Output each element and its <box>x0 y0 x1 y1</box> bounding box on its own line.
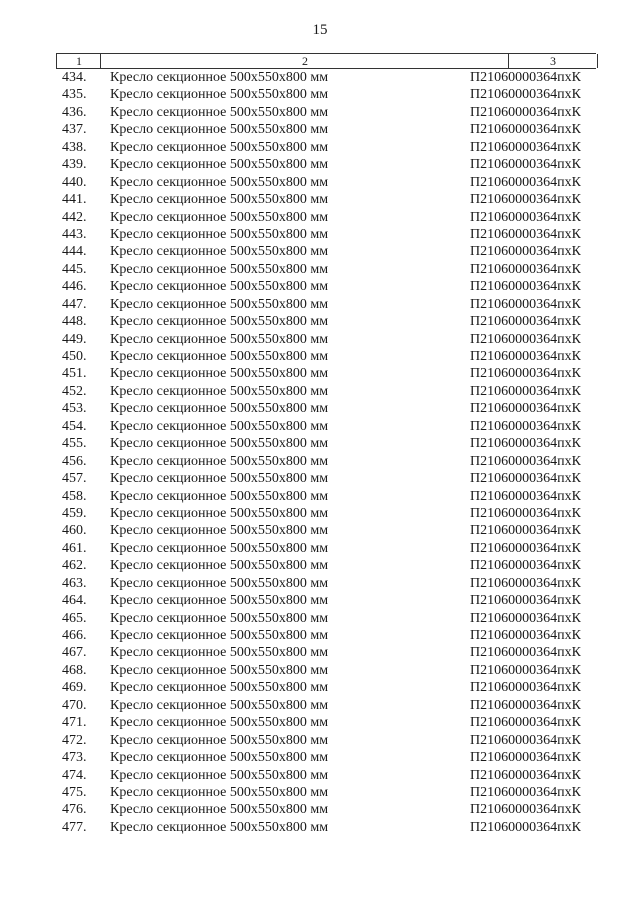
row-number: 467. <box>62 645 87 661</box>
row-number: 450. <box>62 349 87 364</box>
item-code: П21060000364пхК <box>470 366 581 382</box>
item-code: П21060000364пхК <box>470 157 581 173</box>
item-name: Кресло секционное 500x550x800 мм <box>110 715 329 731</box>
row-number: 448. <box>62 314 87 330</box>
item-code: П21060000364пхК <box>470 767 581 783</box>
item-name: Кресло секционное 500x550x800 мм <box>110 488 329 504</box>
item-name: Кресло секционное 500x550x800 мм <box>110 401 329 417</box>
item-code: П21060000364пхК <box>470 750 581 766</box>
item-code: П21060000364пхК <box>470 401 581 417</box>
table-row <box>0 505 640 522</box>
table-row <box>0 156 640 173</box>
table-row <box>0 732 640 749</box>
table-row <box>0 540 640 557</box>
table-row <box>0 749 640 766</box>
table-row <box>0 296 640 313</box>
item-name: Кресло секционное 500x550x800 мм <box>110 750 329 766</box>
item-code: П21060000364пхК <box>470 453 581 469</box>
item-code: П21060000364пхК <box>470 680 581 696</box>
table-row <box>0 261 640 278</box>
item-name: Кресло секционное 500x550x800 мм <box>110 628 329 643</box>
table-row <box>0 557 640 574</box>
item-code: П21060000364пхК <box>470 349 581 364</box>
item-name: Кресло секционное 500x550x800 мм <box>110 662 329 678</box>
row-number: 445. <box>62 261 87 277</box>
row-number: 476. <box>62 802 87 818</box>
item-name: Кресло секционное 500x550x800 мм <box>110 261 329 277</box>
table-row <box>0 644 640 661</box>
row-number: 447. <box>62 296 87 312</box>
item-code: П21060000364пхК <box>470 784 581 800</box>
item-code: П21060000364пхК <box>470 819 581 835</box>
item-name: Кресло секционное 500x550x800 мм <box>110 383 329 399</box>
item-code: П21060000364пхК <box>470 645 581 661</box>
row-number: 454. <box>62 418 87 434</box>
item-code: П21060000364пхК <box>470 505 581 521</box>
row-number: 462. <box>62 558 87 574</box>
item-code: П21060000364пхК <box>470 558 581 574</box>
item-code: П21060000364пхК <box>470 488 581 504</box>
row-number: 474. <box>62 767 87 783</box>
row-number: 456. <box>62 453 87 469</box>
item-name: Кресло секционное 500x550x800 мм <box>110 296 329 312</box>
row-number: 438. <box>62 139 87 155</box>
table-row <box>0 226 640 243</box>
item-code: П21060000364пхК <box>470 662 581 678</box>
row-number: 466. <box>62 628 87 643</box>
table-row <box>0 592 640 609</box>
table-row <box>0 365 640 382</box>
item-code: П21060000364пхК <box>470 383 581 399</box>
item-name: Кресло секционное 500x550x800 мм <box>110 732 329 748</box>
row-number: 472. <box>62 732 87 748</box>
item-name: Кресло секционное 500x550x800 мм <box>110 139 329 155</box>
table-row <box>0 453 640 470</box>
row-number: 470. <box>62 697 87 713</box>
row-number: 464. <box>62 593 87 609</box>
table-body <box>0 69 640 836</box>
item-code: П21060000364пхК <box>470 279 581 295</box>
row-number: 435. <box>62 87 87 103</box>
item-code: П21060000364пхК <box>470 244 581 260</box>
item-code: П21060000364пхК <box>470 261 581 277</box>
row-number: 441. <box>62 192 87 208</box>
item-code: П21060000364пхК <box>470 732 581 748</box>
row-number: 436. <box>62 104 87 120</box>
table-row <box>0 348 640 365</box>
table-row <box>0 400 640 417</box>
table-row <box>0 86 640 103</box>
item-name: Кресло секционное 500x550x800 мм <box>110 767 329 783</box>
row-number: 457. <box>62 471 87 487</box>
row-number: 465. <box>62 610 87 626</box>
item-code: П21060000364пхК <box>470 628 581 643</box>
item-code: П21060000364пхК <box>470 70 581 85</box>
row-number: 439. <box>62 157 87 173</box>
table-row <box>0 104 640 121</box>
item-code: П21060000364пхК <box>470 104 581 120</box>
column-header-2: 2 <box>100 54 509 68</box>
row-number: 437. <box>62 122 87 138</box>
table-row <box>0 697 640 714</box>
item-name: Кресло секционное 500x550x800 мм <box>110 209 329 225</box>
row-number: 473. <box>62 750 87 766</box>
item-code: П21060000364пхК <box>470 122 581 138</box>
item-name: Кресло секционное 500x550x800 мм <box>110 244 329 260</box>
item-name: Кресло секционное 500x550x800 мм <box>110 157 329 173</box>
table-row <box>0 174 640 191</box>
table-row <box>0 627 640 644</box>
item-name: Кресло секционное 500x550x800 мм <box>110 784 329 800</box>
row-number: 471. <box>62 715 87 731</box>
item-name: Кресло секционное 500x550x800 мм <box>110 104 329 120</box>
row-number: 440. <box>62 174 87 190</box>
item-code: П21060000364пхК <box>470 174 581 190</box>
table-row <box>0 819 640 836</box>
item-name: Кресло секционное 500x550x800 мм <box>110 453 329 469</box>
item-name: Кресло секционное 500x550x800 мм <box>110 575 329 591</box>
table-row <box>0 121 640 138</box>
table-row <box>0 575 640 592</box>
item-code: П21060000364пхК <box>470 802 581 818</box>
table-row <box>0 679 640 696</box>
item-name: Кресло секционное 500x550x800 мм <box>110 122 329 138</box>
row-number: 442. <box>62 209 87 225</box>
item-name: Кресло секционное 500x550x800 мм <box>110 349 329 364</box>
table-row <box>0 139 640 156</box>
item-name: Кресло секционное 500x550x800 мм <box>110 610 329 626</box>
table-row <box>0 470 640 487</box>
item-name: Кресло секционное 500x550x800 мм <box>110 70 329 85</box>
table-header <box>56 53 596 69</box>
item-code: П21060000364пхК <box>470 226 581 242</box>
table-row <box>0 191 640 208</box>
row-number: 463. <box>62 575 87 591</box>
row-number: 477. <box>62 819 87 835</box>
table-row <box>0 278 640 295</box>
item-name: Кресло секционное 500x550x800 мм <box>110 802 329 818</box>
item-name: Кресло секционное 500x550x800 мм <box>110 87 329 103</box>
item-name: Кресло секционное 500x550x800 мм <box>110 471 329 487</box>
item-name: Кресло секционное 500x550x800 мм <box>110 226 329 242</box>
row-number: 459. <box>62 505 87 521</box>
table-row <box>0 331 640 348</box>
item-code: П21060000364пхК <box>470 314 581 330</box>
table-row <box>0 243 640 260</box>
table-row <box>0 662 640 679</box>
item-code: П21060000364пхК <box>470 87 581 103</box>
row-number: 449. <box>62 331 87 347</box>
item-code: П21060000364пхК <box>470 697 581 713</box>
table-row <box>0 714 640 731</box>
table-row <box>0 418 640 435</box>
item-code: П21060000364пхК <box>470 192 581 208</box>
item-name: Кресло секционное 500x550x800 мм <box>110 505 329 521</box>
table-row <box>0 784 640 801</box>
row-number: 468. <box>62 662 87 678</box>
item-code: П21060000364пхК <box>470 139 581 155</box>
item-name: Кресло секционное 500x550x800 мм <box>110 819 329 835</box>
row-number: 458. <box>62 488 87 504</box>
page-number: 15 <box>312 22 328 38</box>
item-code: П21060000364пхК <box>470 715 581 731</box>
row-number: 475. <box>62 784 87 800</box>
row-number: 453. <box>62 401 87 417</box>
item-name: Кресло секционное 500x550x800 мм <box>110 436 329 452</box>
table-row <box>0 610 640 627</box>
item-code: П21060000364пхК <box>470 471 581 487</box>
item-code: П21060000364пхК <box>470 296 581 312</box>
table-row <box>0 801 640 818</box>
item-code: П21060000364пхК <box>470 436 581 452</box>
item-code: П21060000364пхК <box>470 575 581 591</box>
item-name: Кресло секционное 500x550x800 мм <box>110 279 329 295</box>
table-row <box>0 209 640 226</box>
row-number: 434. <box>62 70 87 85</box>
item-code: П21060000364пхК <box>470 331 581 347</box>
table-row <box>0 522 640 539</box>
table-row <box>0 435 640 452</box>
table-row <box>0 313 640 330</box>
row-number: 443. <box>62 226 87 242</box>
row-number: 446. <box>62 279 87 295</box>
item-name: Кресло секционное 500x550x800 мм <box>110 314 329 330</box>
table-row <box>0 488 640 505</box>
table-row <box>0 767 640 784</box>
table-row <box>0 383 640 400</box>
row-number: 451. <box>62 366 87 382</box>
item-name: Кресло секционное 500x550x800 мм <box>110 174 329 190</box>
item-name: Кресло секционное 500x550x800 мм <box>110 697 329 713</box>
item-name: Кресло секционное 500x550x800 мм <box>110 418 329 434</box>
column-header-1: 1 <box>56 54 101 68</box>
row-number: 455. <box>62 436 87 452</box>
item-code: П21060000364пхК <box>470 209 581 225</box>
row-number: 452. <box>62 383 87 399</box>
item-code: П21060000364пхК <box>470 593 581 609</box>
row-number: 461. <box>62 540 87 556</box>
table-row <box>0 69 640 86</box>
item-code: П21060000364пхК <box>470 418 581 434</box>
row-number: 469. <box>62 680 87 696</box>
item-code: П21060000364пхК <box>470 610 581 626</box>
item-code: П21060000364пхК <box>470 540 581 556</box>
item-name: Кресло секционное 500x550x800 мм <box>110 366 329 382</box>
item-name: Кресло секционное 500x550x800 мм <box>110 558 329 574</box>
item-name: Кресло секционное 500x550x800 мм <box>110 645 329 661</box>
row-number: 444. <box>62 244 87 260</box>
item-code: П21060000364пхК <box>470 523 581 539</box>
item-name: Кресло секционное 500x550x800 мм <box>110 523 329 539</box>
item-name: Кресло секционное 500x550x800 мм <box>110 192 329 208</box>
item-name: Кресло секционное 500x550x800 мм <box>110 331 329 347</box>
column-header-3: 3 <box>508 54 598 68</box>
item-name: Кресло секционное 500x550x800 мм <box>110 540 329 556</box>
row-number: 460. <box>62 523 87 539</box>
item-name: Кресло секционное 500x550x800 мм <box>110 593 329 609</box>
item-name: Кресло секционное 500x550x800 мм <box>110 680 329 696</box>
